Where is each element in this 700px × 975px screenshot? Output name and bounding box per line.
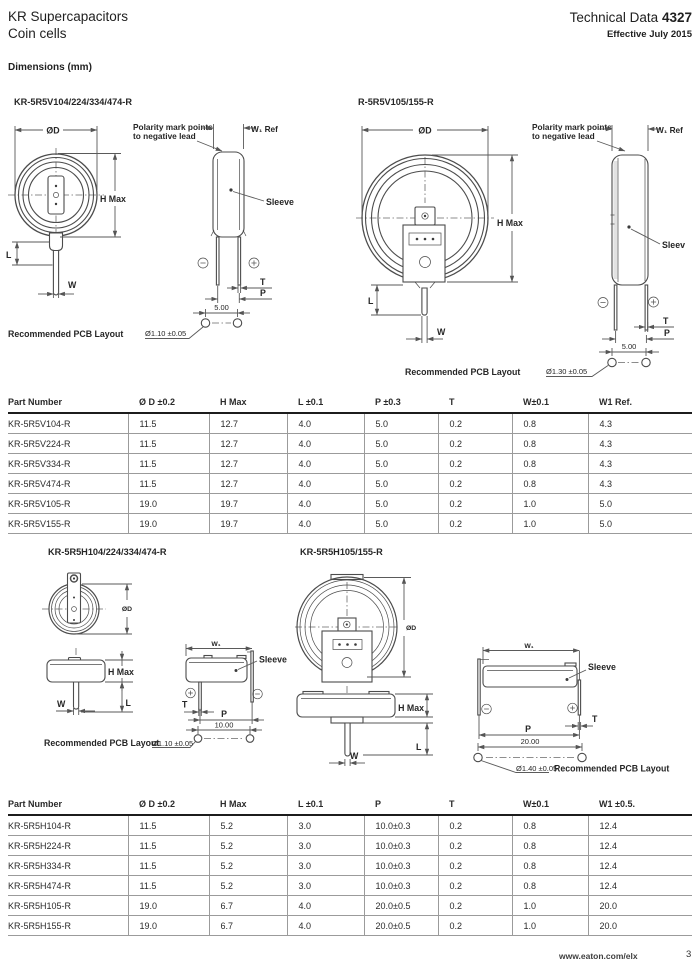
polarity-minus-icon xyxy=(598,298,608,308)
svg-text:Sleev: Sleev xyxy=(662,240,685,250)
value-cell: 11.5 xyxy=(128,434,209,454)
dimension-l xyxy=(363,723,433,755)
value-cell: 0.8 xyxy=(512,434,588,454)
value-cell: 5.0 xyxy=(364,413,438,434)
value-cell: 4.0 xyxy=(287,514,364,534)
front-view xyxy=(8,148,104,295)
value-cell: 1.0 xyxy=(512,494,588,514)
column-header: H Max xyxy=(209,397,287,413)
value-cell: 0.2 xyxy=(438,896,512,916)
polarity-plus-icon xyxy=(568,703,578,713)
part-number-cell: KR-5R5V104-R xyxy=(8,413,128,434)
svg-text:L: L xyxy=(125,698,131,708)
table-row xyxy=(8,434,692,454)
polarity-minus-icon xyxy=(253,689,263,699)
drawing-title: KR-5R5H104/224/334/474-R xyxy=(48,547,167,557)
svg-text:P: P xyxy=(664,328,670,338)
value-cell: 0.2 xyxy=(438,454,512,474)
column-header: W±0.1 xyxy=(512,397,588,413)
value-cell: 0.8 xyxy=(512,856,588,876)
value-cell: 4.0 xyxy=(287,434,364,454)
part-number-cell: KR-5R5H104-R xyxy=(8,815,128,836)
part-number-cell: KR-5R5V334-R xyxy=(8,454,128,474)
part-number-cell: KR-5R5H474-R xyxy=(8,876,128,896)
pcb-label: Recommended PCB Layout xyxy=(8,329,124,339)
svg-text:T: T xyxy=(260,277,266,287)
section-title: Dimensions (mm) xyxy=(8,62,92,73)
table-row xyxy=(8,474,692,494)
svg-text:ØD: ØD xyxy=(418,125,432,136)
dimension-w1ref xyxy=(201,124,278,149)
svg-text:W: W xyxy=(350,751,359,761)
value-cell: 20.0 xyxy=(588,896,692,916)
dimension-hmax xyxy=(432,155,523,282)
svg-text:Sleeve: Sleeve xyxy=(588,662,616,672)
value-cell: 4.0 xyxy=(287,896,364,916)
polarity-minus-icon xyxy=(482,704,492,714)
drawing-kr5r5h105 xyxy=(295,547,669,774)
svg-text:ØD: ØD xyxy=(121,606,133,613)
header-row xyxy=(8,397,692,413)
column-header: T xyxy=(438,799,512,815)
value-cell: 0.8 xyxy=(512,836,588,856)
table-row xyxy=(8,815,692,836)
dimension-w xyxy=(406,316,446,343)
value-cell: 5.2 xyxy=(209,815,287,836)
part-number-cell: KR-5R5V155-R xyxy=(8,514,128,534)
value-cell: 12.7 xyxy=(209,434,287,454)
value-cell: 0.2 xyxy=(438,514,512,534)
value-cell: 4.3 xyxy=(588,413,692,434)
column-header: Ø D ±0.2 xyxy=(128,799,209,815)
value-cell: 11.5 xyxy=(128,413,209,434)
value-cell: 10.0±0.3 xyxy=(364,856,438,876)
table-row xyxy=(8,454,692,474)
footer-url[interactable]: www.eaton.com/elx xyxy=(559,951,638,961)
table-row xyxy=(8,876,692,896)
column-header: P ±0.3 xyxy=(364,397,438,413)
value-cell: 12.7 xyxy=(209,413,287,434)
svg-text:20.00: 20.00 xyxy=(520,737,540,746)
value-cell: 11.5 xyxy=(128,836,209,856)
hole-size-label: Ø1.30 ±0.05 xyxy=(546,367,588,376)
doc-type-label: Technical Data xyxy=(569,10,659,25)
value-cell: 5.0 xyxy=(364,454,438,474)
dimension-w1 xyxy=(186,641,252,656)
part-number-cell: KR-5R5V474-R xyxy=(8,474,128,494)
footer-page-number: 3 xyxy=(686,949,692,960)
value-cell: 6.7 xyxy=(209,916,287,936)
svg-text:H Max: H Max xyxy=(497,218,523,228)
value-cell: 12.7 xyxy=(209,454,287,474)
drawing-title: KR-5R5V104/224/334/474-R xyxy=(14,97,132,107)
value-cell: 3.0 xyxy=(287,836,364,856)
value-cell: 5.0 xyxy=(364,494,438,514)
column-header: W±0.1 xyxy=(512,799,588,815)
hole-size-label: Ø1.40 ±0.05 xyxy=(516,764,558,773)
side-view xyxy=(598,155,659,330)
dimension-t xyxy=(565,714,598,730)
part-number-cell: KR-5R5V224-R xyxy=(8,434,128,454)
value-cell: 1.0 xyxy=(512,916,588,936)
column-header: L ±0.1 xyxy=(287,799,364,815)
value-cell: 10.0±0.3 xyxy=(364,815,438,836)
svg-text:Polarity mark points: Polarity mark points xyxy=(532,122,612,132)
svg-text:ØD: ØD xyxy=(46,125,60,136)
table-row xyxy=(8,413,692,434)
svg-text:H Max: H Max xyxy=(398,703,424,713)
v-series-drawings xyxy=(0,95,700,387)
svg-text:L: L xyxy=(368,296,374,306)
part-number-cell: KR-5R5H224-R xyxy=(8,836,128,856)
column-header: Part Number xyxy=(8,397,128,413)
value-cell: 1.0 xyxy=(512,896,588,916)
value-cell: 0.8 xyxy=(512,454,588,474)
dimension-p xyxy=(479,715,579,739)
value-cell: 19.7 xyxy=(209,494,287,514)
table-row xyxy=(8,856,692,876)
dimension-pitch xyxy=(478,737,582,751)
value-cell: 5.2 xyxy=(209,876,287,896)
svg-text:10.00: 10.00 xyxy=(214,720,234,730)
value-cell: 1.0 xyxy=(512,514,588,534)
svg-text:H Max: H Max xyxy=(100,194,126,204)
value-cell: 4.0 xyxy=(287,474,364,494)
value-cell: 4.3 xyxy=(588,454,692,474)
dimension-w1 xyxy=(483,643,579,664)
part-number-cell: KR-5R5H155-R xyxy=(8,916,128,936)
value-cell: 20.0 xyxy=(588,916,692,936)
svg-text:to negative lead: to negative lead xyxy=(532,131,595,141)
svg-text:5.00: 5.00 xyxy=(214,303,229,312)
value-cell: 5.0 xyxy=(588,494,692,514)
drawing-r5r5v105 xyxy=(356,97,685,377)
column-header: T xyxy=(438,397,512,413)
value-cell: 0.2 xyxy=(438,474,512,494)
column-header: Part Number xyxy=(8,799,128,815)
svg-text:Sleeve: Sleeve xyxy=(266,197,294,207)
polarity-note xyxy=(133,122,222,151)
dimension-p xyxy=(205,286,272,303)
svg-text:W: W xyxy=(68,280,77,290)
column-header: Ø D ±0.2 xyxy=(128,397,209,413)
drawing-title: KR-5R5H105/155-R xyxy=(300,547,383,557)
value-cell: 20.0±0.5 xyxy=(364,916,438,936)
value-cell: 5.0 xyxy=(364,474,438,494)
doc-title-line1: KR Supercapacitors xyxy=(8,9,129,24)
flat-view xyxy=(47,648,105,709)
pcb-layout xyxy=(44,735,254,748)
svg-text:L: L xyxy=(416,742,422,752)
svg-text:W₁: W₁ xyxy=(524,643,534,650)
dimension-l xyxy=(81,682,133,712)
table-row xyxy=(8,514,692,534)
value-cell: 5.2 xyxy=(209,836,287,856)
value-cell: 12.4 xyxy=(588,856,692,876)
value-cell: 0.8 xyxy=(512,474,588,494)
value-cell: 11.5 xyxy=(128,815,209,836)
value-cell: 4.0 xyxy=(287,413,364,434)
front-view xyxy=(295,575,399,683)
value-cell: 0.8 xyxy=(512,876,588,896)
doc-number: 4327 xyxy=(661,10,692,25)
value-cell: 0.2 xyxy=(438,876,512,896)
value-cell: 0.8 xyxy=(512,815,588,836)
side-view xyxy=(198,152,259,285)
column-header: P xyxy=(364,799,438,815)
value-cell: 19.0 xyxy=(128,896,209,916)
polarity-note xyxy=(532,122,625,151)
pcb-label: Recommended PCB Layout xyxy=(44,738,160,748)
value-cell: 4.3 xyxy=(588,474,692,494)
value-cell: 12.4 xyxy=(588,836,692,856)
h-series-drawings xyxy=(0,540,700,784)
value-cell: 12.4 xyxy=(588,815,692,836)
svg-text:5.00: 5.00 xyxy=(621,342,637,351)
value-cell: 10.0±0.3 xyxy=(364,836,438,856)
column-header: W1 Ref. xyxy=(588,397,692,413)
value-cell: 0.8 xyxy=(512,413,588,434)
doc-title-line2: Coin cells xyxy=(8,26,67,41)
value-cell: 0.2 xyxy=(438,856,512,876)
dimension-t xyxy=(182,700,214,717)
dimension-p xyxy=(602,328,674,343)
svg-text:T: T xyxy=(663,316,669,326)
value-cell: 0.2 xyxy=(438,836,512,856)
value-cell: 3.0 xyxy=(287,876,364,896)
pcb-layout xyxy=(474,753,670,773)
h-series-spec-table xyxy=(8,799,692,936)
polarity-plus-icon xyxy=(649,297,659,307)
value-cell: 12.4 xyxy=(588,876,692,896)
value-cell: 11.5 xyxy=(128,454,209,474)
value-cell: 5.0 xyxy=(364,514,438,534)
svg-text:to negative lead: to negative lead xyxy=(133,131,196,141)
doc-type xyxy=(570,10,692,25)
svg-text:W₁: W₁ xyxy=(211,641,221,648)
part-number-cell: KR-5R5V105-R xyxy=(8,494,128,514)
svg-text:W₁ Ref: W₁ Ref xyxy=(251,124,278,134)
hole-size-label: Ø1.10 ±0.05 xyxy=(152,739,194,748)
pcb-layout xyxy=(405,358,650,377)
svg-text:W₁ Ref: W₁ Ref xyxy=(656,125,683,135)
table-row xyxy=(8,494,692,514)
dimension-hmax xyxy=(395,694,433,717)
dimension-pitch xyxy=(599,342,659,356)
dimension-w1ref xyxy=(599,125,683,151)
svg-text:P: P xyxy=(221,709,227,719)
dimension-pitch xyxy=(186,721,262,735)
value-cell: 3.0 xyxy=(287,856,364,876)
svg-text:W: W xyxy=(437,327,446,337)
value-cell: 10.0±0.3 xyxy=(364,876,438,896)
polarity-minus-icon xyxy=(198,258,208,268)
value-cell: 5.0 xyxy=(364,434,438,454)
value-cell: 6.7 xyxy=(209,896,287,916)
v-series-spec-table xyxy=(8,397,692,534)
value-cell: 19.0 xyxy=(128,916,209,936)
column-header: H Max xyxy=(209,799,287,815)
part-number-cell: KR-5R5H105-R xyxy=(8,896,128,916)
drawing-kr5r5h104 xyxy=(42,547,287,748)
value-cell: 4.0 xyxy=(287,454,364,474)
hole-size-label: Ø1.10 ±0.05 xyxy=(145,329,187,338)
front-view xyxy=(42,573,106,634)
value-cell: 4.0 xyxy=(287,916,364,936)
svg-text:W: W xyxy=(57,699,66,709)
value-cell: 4.3 xyxy=(588,434,692,454)
value-cell: 19.0 xyxy=(128,494,209,514)
value-cell: 19.7 xyxy=(209,514,287,534)
value-cell: 0.2 xyxy=(438,413,512,434)
value-cell: 0.2 xyxy=(438,916,512,936)
dimension-hmax xyxy=(105,651,134,691)
dimension-pitch xyxy=(193,303,250,317)
value-cell: 0.2 xyxy=(438,815,512,836)
value-cell: 12.7 xyxy=(209,474,287,494)
svg-text:ØD: ØD xyxy=(406,625,417,632)
polarity-plus-icon xyxy=(249,258,259,268)
svg-text:P: P xyxy=(525,724,531,734)
value-cell: 3.0 xyxy=(287,815,364,836)
value-cell: 4.0 xyxy=(287,494,364,514)
dimension-l xyxy=(368,285,421,315)
column-header: W1 ±0.5. xyxy=(588,799,692,815)
value-cell: 20.0±0.5 xyxy=(364,896,438,916)
drawing-title: R-5R5V105/155-R xyxy=(358,97,434,107)
column-header: L ±0.1 xyxy=(287,397,364,413)
svg-text:P: P xyxy=(260,288,266,298)
effective-date: Effective July 2015 xyxy=(606,29,692,40)
value-cell: 11.5 xyxy=(128,856,209,876)
value-cell: 5.2 xyxy=(209,856,287,876)
drawing-kr5r5v104 xyxy=(6,97,294,339)
pcb-layout xyxy=(8,319,242,339)
value-cell: 0.2 xyxy=(438,434,512,454)
table-row xyxy=(8,916,692,936)
table-row xyxy=(8,836,692,856)
part-number-cell: KR-5R5H334-R xyxy=(8,856,128,876)
svg-text:T: T xyxy=(592,714,598,724)
header-row xyxy=(8,799,692,815)
value-cell: 0.2 xyxy=(438,494,512,514)
side-view xyxy=(186,651,263,710)
svg-text:Sleeve: Sleeve xyxy=(259,654,287,665)
flat-view xyxy=(297,686,395,756)
svg-text:H Max: H Max xyxy=(108,667,134,677)
polarity-plus-icon xyxy=(186,688,196,698)
table-row xyxy=(8,896,692,916)
value-cell: 11.5 xyxy=(128,474,209,494)
svg-text:L: L xyxy=(6,250,12,260)
side-view xyxy=(478,651,581,715)
pcb-label: Recommended PCB Layout xyxy=(554,763,670,774)
value-cell: 19.0 xyxy=(128,514,209,534)
svg-text:T: T xyxy=(182,699,188,710)
value-cell: 11.5 xyxy=(128,876,209,896)
svg-text:Polarity mark points: Polarity mark points xyxy=(133,122,213,132)
dimension-l xyxy=(6,242,53,265)
value-cell: 5.0 xyxy=(588,514,692,534)
pcb-label: Recommended PCB Layout xyxy=(405,367,521,377)
